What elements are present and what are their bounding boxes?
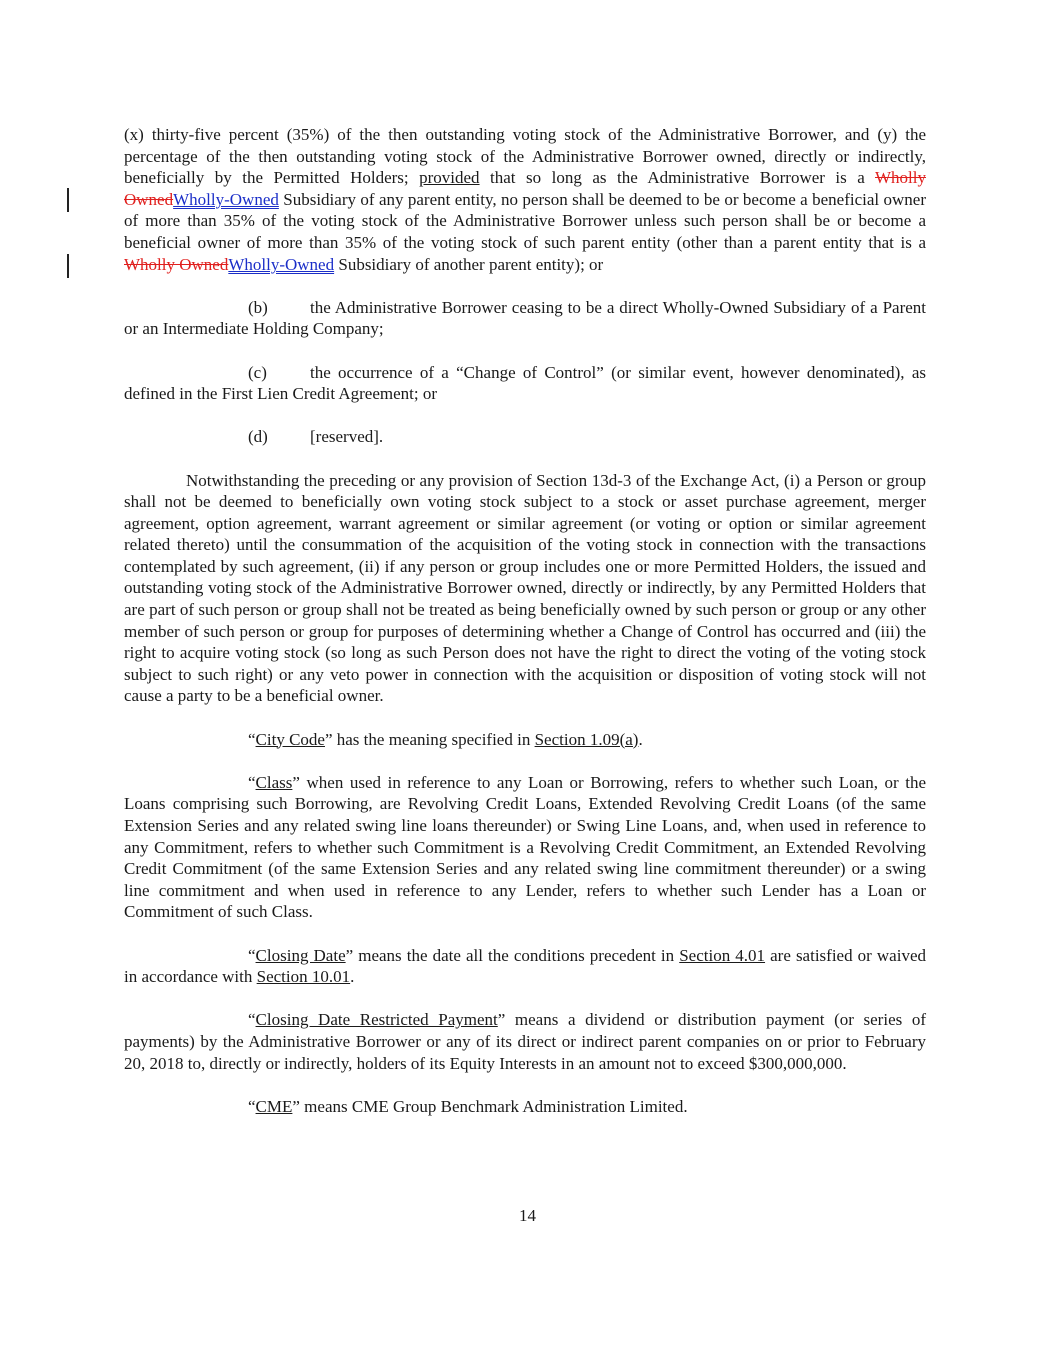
defined-term: Closing Date	[255, 945, 346, 965]
change-of-control-continuation: (x) thirty-five percent (35%) of the then outstanding voting stock of the Administrative Borrower, and (y) the percentage of the then outstanding voting stock of the Administrative Borrower owned, directly or indirectly, beneficially by the Permitted Holders; provided that so long as the Administrative Borrower is a Wholly OwnedWholly-Owned Subsidiary of any parent entity, no person shall be deemed to be or become a beneficial owner of more than 35% of the voting stock of the Administrative Borrower unless such person shall be or become a beneficial owner of more than 35% of the voting stock of such parent entity (other than a parent entity that is a Wholly OwnedWholly-Owned Subsidiary of another parent entity); or	[124, 125, 926, 274]
definition-closing-date: “Closing Date” means the date all the conditions precedent in Section 4.01 are satisfied or waived in accordance with Section 10.01.	[124, 945, 926, 987]
definition-class: “Class” when used in reference to any Loan or Borrowing, refers to whether such Loan, or the Loans comprising such Borrowing, are Revolving Credit Loans, Extended Revolving Credit Loans (of the same Extension Series and any related swing line loans thereunder) or Swing Line Loans, and, when used in reference to any Commitment, refers to whether such Commitment is a Revolving Credit Commitment, an Extended Revolving Credit Commitment (of the same Extension Series and any related swing line commitment thereunder) or a swing line commitment and when used in reference to any Lender, refers to whether such Lender has a Loan or Commitment of such Class.	[124, 772, 926, 922]
notwithstanding-paragraph: Notwithstanding the preceding or any provision of Section 13d-3 of the Exchange Act, (i) a Person or group shall not be deemed to beneficially own voting stock subject to a stock or asset purchase agreement, merger agreement, option agreement, warrant agreement or similar agreement (or voting or option or similar agreement related thereto) until the consummation of the acquisition of the voting stock in connection with the transactions contemplated by such agreement, (ii) if any person or group includes one or more Permitted Holders, the issued and outstanding voting stock of the Administrative Borrower owned, directly or indirectly, by any Permitted Holders that are part of such person or group shall not be treated as being beneficially owned by such person or group or any other member of such person or group for purposes of determining whether a Change of Control has occurred and (iii) the right to acquire voting stock (so long as such Person does not have the right to direct the voting of the voting stock subject to such right) or any veto power in connection with the acquisition or disposition of voting stock will not cause a party to be a beneficial owner.	[124, 470, 926, 706]
defined-term: CME	[255, 1096, 293, 1116]
defined-term: Class	[255, 772, 293, 792]
clause-d: (d) [reserved].	[248, 427, 384, 447]
inserted-text: Wholly-Owned	[173, 189, 279, 209]
deleted-text: Wholly Owned	[124, 254, 229, 274]
clause-b: (b) the Administrative Borrower ceasing to be a direct Wholly-Owned Subsidiary of a Parent or an Intermediate Holding Company;	[124, 297, 926, 339]
change-bar	[67, 254, 69, 278]
clause-label: (c)	[248, 362, 267, 382]
definition-closing-date-restricted-payment: “Closing Date Restricted Payment” means a dividend or distribution payment (or series of payments) by the Administrative Borrower or any of its direct or indirect parent companies on or prior to February 20, 2018 to, directly or indirectly, holders of its Equity Interests in an amount not to exceed $300,000,000.	[124, 1010, 926, 1073]
document-page	[124, 124, 926, 1117]
definition-city-code: “City Code” has the meaning specified in Section 1.09(a).	[248, 729, 643, 749]
section-reference: Section 10.01	[256, 967, 351, 987]
inserted-text: Wholly-Owned	[228, 254, 335, 274]
defined-term: Closing Date Restricted Payment	[255, 1010, 498, 1030]
clause-label: (d)	[248, 427, 268, 447]
deleted-text: Wholly Owned	[124, 168, 926, 209]
provided-term: provided	[419, 168, 480, 188]
section-reference: Section 4.01	[679, 945, 766, 965]
defined-term: City Code	[255, 729, 325, 749]
clause-c: (c) the occurrence of a “Change of Control” (or similar event, however denominated), as defined in the First Lien Credit Agreement; or	[124, 362, 926, 404]
change-bar	[67, 188, 69, 212]
section-reference: Section 1.09(a)	[534, 729, 639, 749]
clause-label: (b)	[248, 297, 268, 317]
definition-cme: “CME” means CME Group Benchmark Administration Limited.	[248, 1096, 688, 1116]
page-number: 14	[519, 1206, 536, 1225]
